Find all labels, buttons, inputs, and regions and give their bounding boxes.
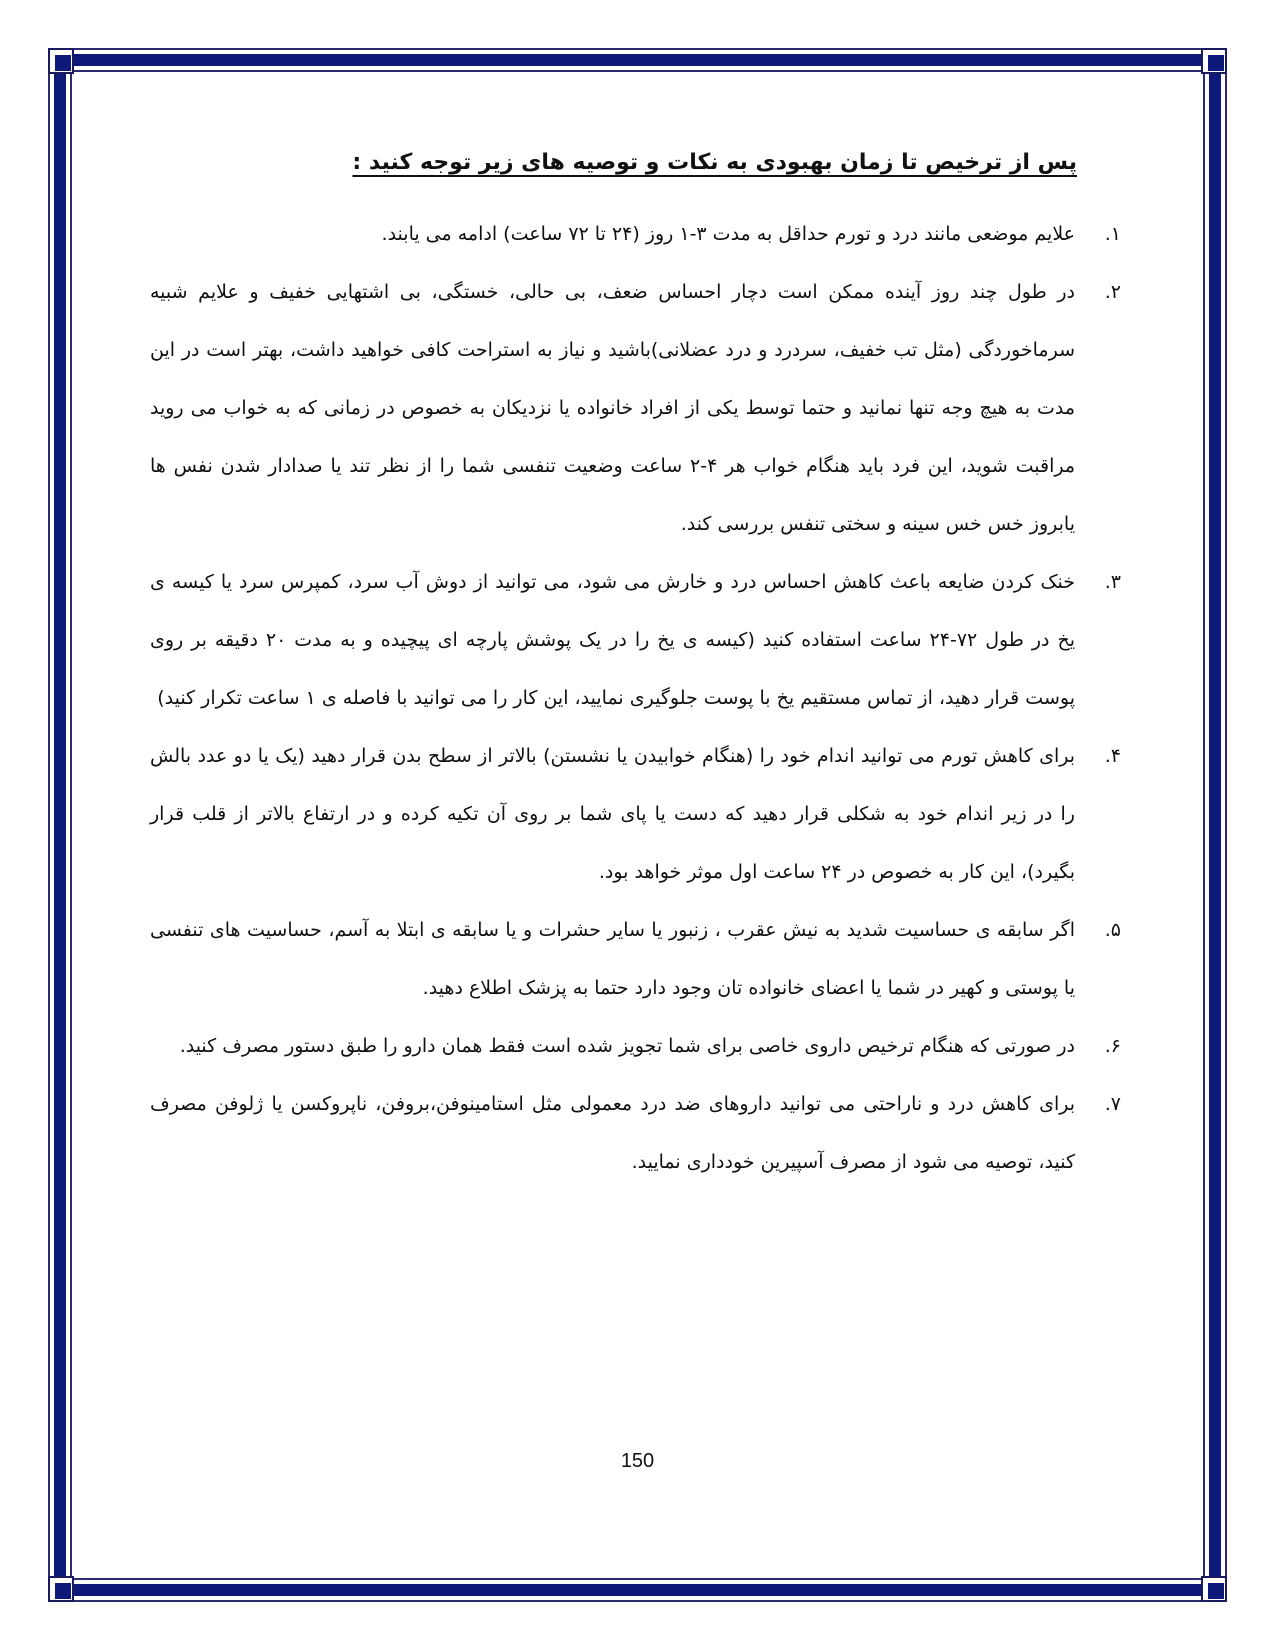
page-number: 150 xyxy=(620,1450,655,1472)
list-item-text: علایم موضعی مانند درد و تورم حداقل به مدت ۳-۱ روز (۲۴ تا ۷۲ ساعت) ادامه می یابند. xyxy=(381,223,1075,245)
list-item xyxy=(150,727,1121,901)
list-item-text: خنک کردن ضایعه باعث کاهش احساس درد و خارش می شود، می توانید از دوش آب سرد، کمپرس سرد یا کیسه ی یخ در طول ۷۲-۲۴ ساعت استفاده کنید (کیسه ی یخ را در یک پوشش پارچه ای پیچیده و به مدت ۲۰ دقیقه بر روی پوست قرار دهید، از تماس مستقیم یخ با پوست جلوگیری نمایید، این کار را می توانید با فاصله ی ۱ ساعت تکرار کنید) xyxy=(150,571,1075,709)
corner-ornament-top-left xyxy=(48,48,74,74)
document-body xyxy=(150,150,1121,1191)
list-item-number: ۱. xyxy=(1104,223,1121,245)
list-item xyxy=(150,205,1121,263)
list-item-number: ۴. xyxy=(1104,745,1121,767)
list-item xyxy=(150,1075,1121,1191)
list-item-number: ۳. xyxy=(1104,571,1121,593)
list-item-number: ۵. xyxy=(1104,919,1121,941)
recommendations-list xyxy=(150,205,1121,1191)
list-item-text: در صورتی که هنگام ترخیص داروی خاصی برای شما تجویز شده است فقط همان دارو را طبق دستور مصرف کنید. xyxy=(179,1035,1075,1057)
list-item-number: ۶. xyxy=(1104,1035,1121,1057)
corner-ornament-bottom-right xyxy=(1201,1576,1227,1602)
list-item-number: ۷. xyxy=(1104,1093,1121,1115)
list-item-number: ۲. xyxy=(1104,281,1121,303)
list-item-text: اگر سابقه ی حساسیت شدید به نیش عقرب ، زنبور یا سایر حشرات و یا سابقه ی ابتلا به آسم، حساسیت های تنفسی یا پوستی و کهیر در شما یا اعضای خانواده تان وجود دارد حتما به پزشک اطلاع دهید. xyxy=(150,919,1075,999)
section-heading: پس از ترخیص تا زمان بهبودی به نکات و توصیه های زیر توجه کنید : xyxy=(352,150,1077,175)
list-item xyxy=(150,263,1121,553)
list-item-text: برای کاهش درد و ناراحتی می توانید داروهای ضد درد معمولی مثل استامینوفن،بروفن، ناپروکسن یا ژلوفن مصرف کنید، توصیه می شود از مصرف آسپیرین خودداری نمایید. xyxy=(150,1093,1075,1173)
corner-ornament-top-right xyxy=(1201,48,1227,74)
list-item xyxy=(150,553,1121,727)
list-item-text: برای کاهش تورم می توانید اندام خود را (هنگام خوابیدن یا نشستن) بالاتر از سطح بدن قرار دهید (یک یا دو عدد بالش را در زیر اندام خود به شکلی قرار دهید که دست یا پای شما بر روی آن تکیه کرده و در ارتفاع بالاتر از قلب قرار بگیرد)، این کار به خصوص در ۲۴ ساعت اول موثر خواهد بود. xyxy=(150,745,1075,883)
list-item-text: در طول چند روز آینده ممکن است دچار احساس ضعف، بی حالی، خستگی، بی اشتهایی خفیف و علایم شبیه سرماخوردگی (مثل تب خفیف، سردرد و درد عضلانی)باشید و نیاز به استراحت کافی خواهید داشت، بهتر است در این مدت به هیچ وجه تنها نمانید و حتما توسط یکی از افراد خانواده یا نزدیکان به خصوص در زمانی که به خواب می روید مراقبت شوید، این فرد باید هنگام خواب هر ۴-۲ ساعت وضعیت تنفسی شما را از نظر تند یا صدادار شدن نفس ها یابروز خس خس سینه و سختی تنفس بررسی کند. xyxy=(150,281,1076,535)
list-item xyxy=(150,901,1121,1017)
list-item xyxy=(150,1017,1121,1075)
corner-ornament-bottom-left xyxy=(48,1576,74,1602)
